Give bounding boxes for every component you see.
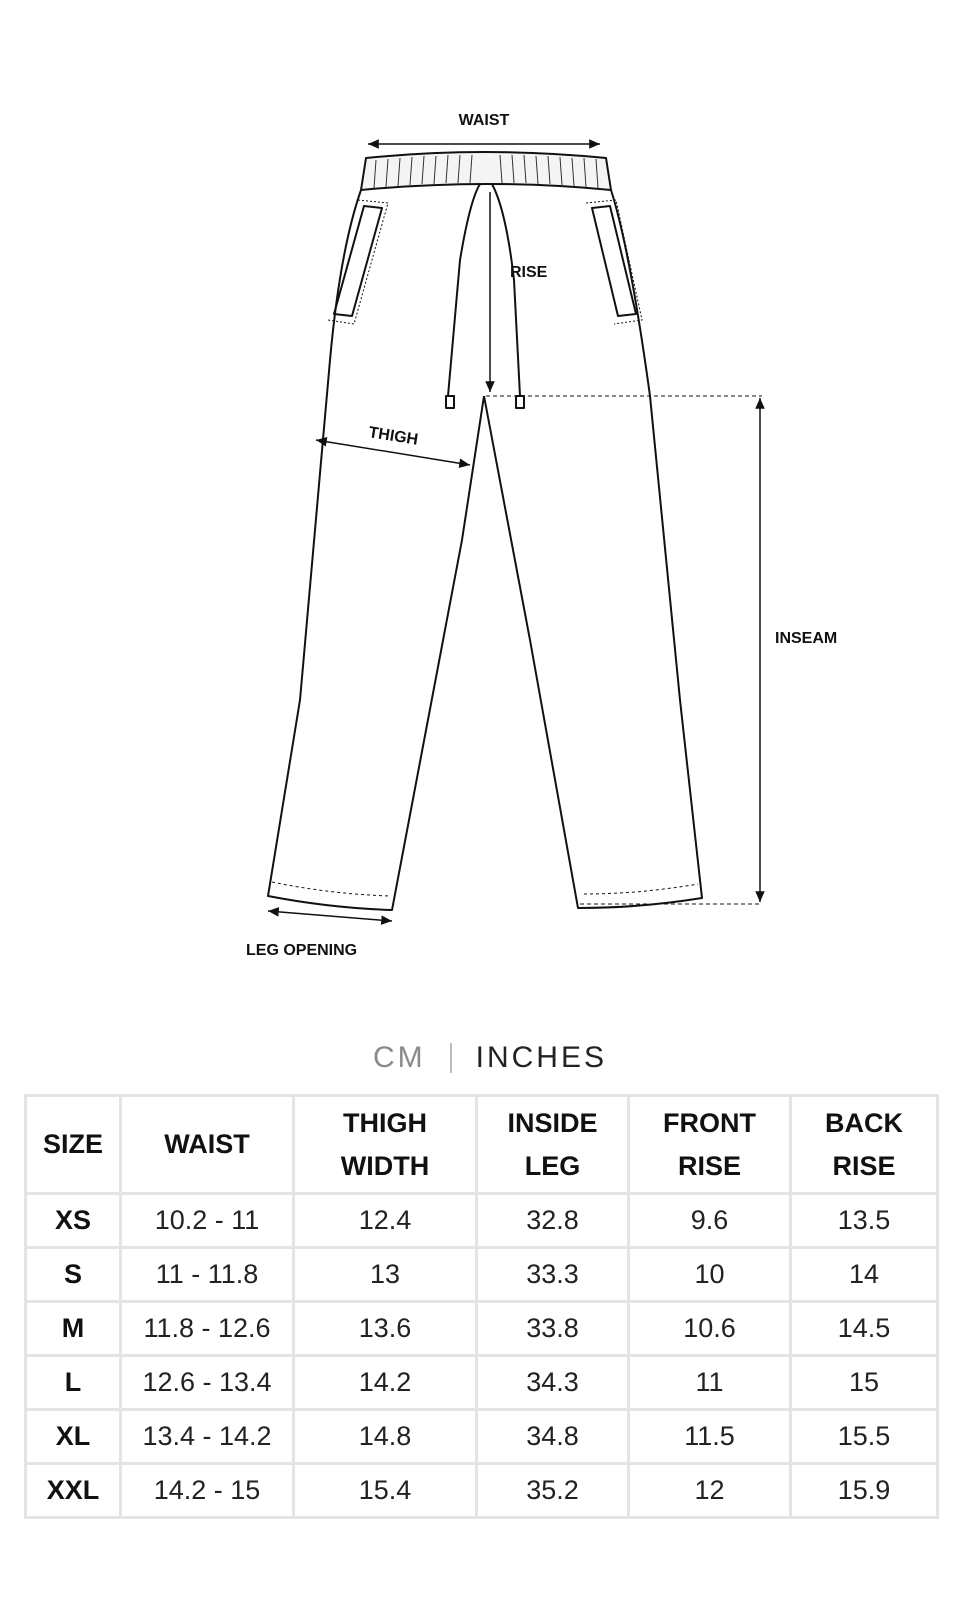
- table-cell: 10.2 - 11: [121, 1194, 294, 1248]
- table-cell: 9.6: [629, 1194, 791, 1248]
- header-waist: WAIST: [121, 1096, 294, 1194]
- table-cell: 13.6: [294, 1302, 477, 1356]
- rise-label: RISE: [510, 264, 548, 281]
- thigh-label: THIGH: [367, 424, 420, 449]
- table-row: [26, 1248, 938, 1302]
- table-cell: 32.8: [477, 1194, 629, 1248]
- header-inside-leg: INSIDE LEG: [477, 1096, 629, 1194]
- table-cell: 15: [791, 1356, 938, 1410]
- waist-label: WAIST: [458, 112, 510, 129]
- header-back-rise: BACK RISE: [791, 1096, 938, 1194]
- unit-separator: [450, 1043, 452, 1073]
- table-cell: 12: [629, 1464, 791, 1518]
- table-cell: 14.5: [791, 1302, 938, 1356]
- table-cell: 33.8: [477, 1302, 629, 1356]
- header-size: SIZE: [26, 1096, 121, 1194]
- table-cell: 14.2: [294, 1356, 477, 1410]
- table-row: [26, 1302, 938, 1356]
- table-header-row: [26, 1096, 938, 1194]
- size-cell: XL: [26, 1410, 121, 1464]
- table-cell: 14: [791, 1248, 938, 1302]
- table-cell: 11: [629, 1356, 791, 1410]
- unit-inches-option[interactable]: INCHES: [475, 1041, 607, 1074]
- header-thigh-width: THIGH WIDTH: [294, 1096, 477, 1194]
- table-cell: 35.2: [477, 1464, 629, 1518]
- size-chart-table: [24, 1094, 939, 1519]
- table-cell: 14.8: [294, 1410, 477, 1464]
- size-cell: XXL: [26, 1464, 121, 1518]
- table-cell: 13.5: [791, 1194, 938, 1248]
- size-cell: XS: [26, 1194, 121, 1248]
- table-cell: 14.2 - 15: [121, 1464, 294, 1518]
- table-cell: 11.5: [629, 1410, 791, 1464]
- table-cell: 10.6: [629, 1302, 791, 1356]
- header-front-rise: FRONT RISE: [629, 1096, 791, 1194]
- table-cell: 34.8: [477, 1410, 629, 1464]
- table-cell: 15.5: [791, 1410, 938, 1464]
- inseam-label: INSEAM: [775, 630, 838, 647]
- pants-outline: [268, 152, 702, 910]
- table-cell: 34.3: [477, 1356, 629, 1410]
- table-cell: 12.6 - 13.4: [121, 1356, 294, 1410]
- table-cell: 12.4: [294, 1194, 477, 1248]
- size-cell: S: [26, 1248, 121, 1302]
- table-row: [26, 1464, 938, 1518]
- table-cell: 33.3: [477, 1248, 629, 1302]
- table-row: [26, 1410, 938, 1464]
- table-cell: 15.4: [294, 1464, 477, 1518]
- leg-opening-label: LEG OPENING: [246, 942, 358, 959]
- size-cell: L: [26, 1356, 121, 1410]
- table-cell: 13: [294, 1248, 477, 1302]
- table-cell: 11.8 - 12.6: [121, 1302, 294, 1356]
- size-cell: M: [26, 1302, 121, 1356]
- unit-cm-option[interactable]: CM: [372, 1041, 426, 1074]
- table-cell: 13.4 - 14.2: [121, 1410, 294, 1464]
- table-cell: 10: [629, 1248, 791, 1302]
- unit-toggle: [0, 1030, 980, 1086]
- table-cell: 15.9: [791, 1464, 938, 1518]
- table-row: [26, 1356, 938, 1410]
- table-cell: 11 - 11.8: [121, 1248, 294, 1302]
- table-row: [26, 1194, 938, 1248]
